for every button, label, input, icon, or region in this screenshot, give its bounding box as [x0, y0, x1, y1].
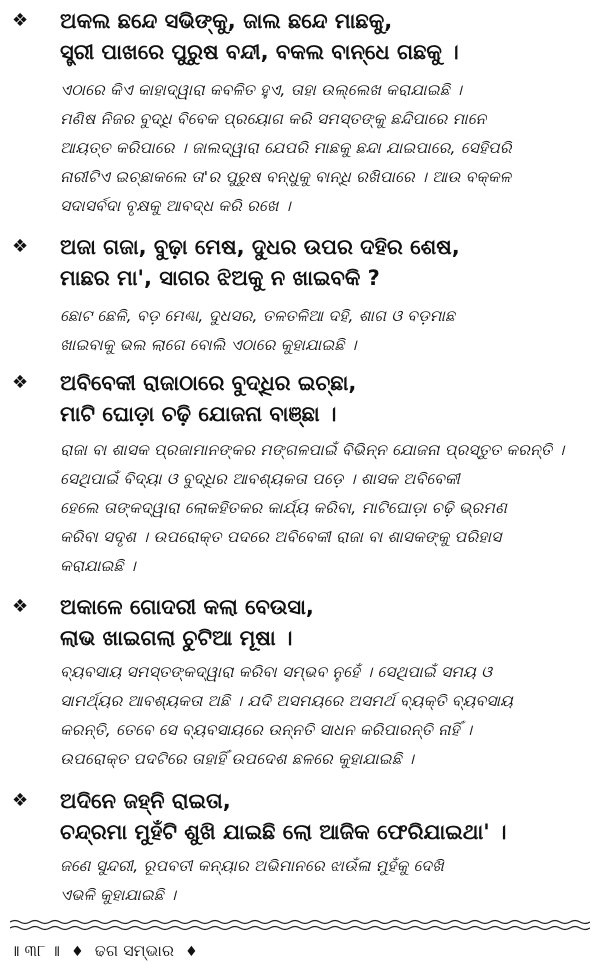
verse-line: ଚନ୍ଦ୍ରମା ମୁହଁଟି ଶୁଖି ଯାଇଛି ଲୋ ଆଜିକ ଫେରିଯାଇଥା' । — [60, 820, 507, 844]
explanation-line: ଖାଇବାକୁ ଭଲ ଲାଗେ ବୋଲି ଏଠାରେ କୁହାଯାଇଛି । — [60, 336, 357, 354]
verse-line: ଅବିବେକୀ ରାଜାଠାରେ ବୁଦ୍ଧିର ଇଚ୍ଛା, — [60, 371, 357, 395]
diamond-icon: ♦ — [71, 944, 84, 960]
verse-line: ଅକଲ ଛନ୍ଦେ ସଭିଙ୍କୁ, ଜାଲ ଛନ୍ଦେ ମାଛକୁ, — [60, 9, 393, 33]
diamond-icon: ♦ — [185, 944, 198, 960]
verse-line: ଅଜା ଗଜା, ବୁଢ଼ା ମେଷ, ଦୁଧର ଉପର ଦହିର ଶେଷ, — [60, 235, 460, 259]
explanation-line: ଉପରୋକ୍ତ ପଦଟିରେ ତାହାହିଁ ଉପଦେଶ ଛଳରେ କୁହାଯାଇଛି । — [60, 750, 415, 768]
verse — [60, 6, 590, 68]
explanation-line: ସାମର୍ଥ୍ୟର ଆବଶ୍ୟକତା ଅଛି । ଯଦି ଅସମୟରେ ଅସମର୍ଥ ବ୍ୟକ୍ତି ବ୍ୟବସାୟ — [60, 692, 514, 710]
bullet-icon: ❖ — [12, 790, 29, 811]
verse — [60, 232, 590, 294]
verse-line: ଅଦିନେ ଜହ୍ନି ରାଇତା, — [60, 789, 231, 813]
explanation — [60, 436, 585, 581]
explanation — [60, 852, 585, 910]
verse — [60, 786, 590, 848]
bullet-icon: ❖ — [12, 372, 29, 393]
explanation — [60, 658, 585, 774]
explanation-line: ଏଠାରେ କିଏ କାହାଦ୍ୱାରା କବଳିତ ହୁଏ, ତାହା ଉଲ୍ଲେଖ କରାଯାଇଛି । — [60, 81, 463, 99]
explanation-line: ହେଲେ ତାଙ୍କଦ୍ୱାରା ଲୋକହିତକର କାର୍ଯ୍ୟ କରିବା, ମାଟିଘୋଡ଼ା ଚଢ଼ି ଭ୍ରମଣ — [60, 499, 507, 517]
book-title: ଢଗ ସମ୍ଭାର — [94, 941, 174, 960]
verse-line: ଲାଭ ଖାଇଗଲା ଚୁଟିଆ ମୂଷା । — [60, 626, 293, 650]
bullet-icon: ❖ — [12, 596, 29, 617]
verse-line: ସ୍ତ୍ରୀ ପାଖରେ ପୁରୁଷ ବନ୍ଦୀ, ବକଲ ବାନ୍ଧେ ଗଛକୁ । — [60, 40, 459, 64]
explanation-line: ମଣିଷ ନିଜର ବୁଦ୍ଧି ବିବେକ ପ୍ରୟୋଗ କରି ସମସ୍ତଙ୍କୁ ଛନ୍ଦିପାରେ ମାନେ — [60, 110, 487, 128]
verse-line: ମାଛର ମା', ସାଗର ଝିଅକୁ ନ ଖାଇବକି ? — [60, 266, 380, 290]
explanation-line: ଛୋଟ ଛେଳି, ବଡ଼ ମେଣ୍ଢା, ଦୁଧସର, ତଳତଳିଆ ଦହି, ଶାଗ ଓ ବଡ଼ମାଛ — [60, 307, 456, 325]
explanation-line: ଜଣେ ସୁନ୍ଦରୀ, ରୂପବତୀ କନ୍ୟାର ଅଭିମାନରେ ଝାଉଁଳା ମୁହଁକୁ ଦେଖି — [60, 857, 444, 875]
explanation-line: ଆୟତ୍ତ କରିପାରେ । ଜାଲଦ୍ୱାରା ଯେପରି ମାଛକୁ ଛନ୍ଦା ଯାଇପାରେ, ସେହିପରି — [60, 139, 512, 157]
explanation — [60, 302, 585, 360]
wavy-divider — [10, 918, 590, 932]
explanation-line: ସେଥିପାଇଁ ବିଦ୍ୟା ଓ ବୁଦ୍ଧିର ଆବଶ୍ୟକତା ପଡ଼େ । ଶାସକ ଅବିବେକୀ — [60, 470, 460, 488]
explanation-line: କରାଯାଇଛି । — [60, 557, 136, 575]
bullet-icon: ❖ — [12, 10, 29, 31]
verse-line: ଅକାଳେ ଗୋଦରୀ କଲା ବେଉସା, — [60, 595, 314, 619]
bullet-icon: ❖ — [12, 236, 29, 257]
explanation — [60, 76, 585, 221]
explanation-line: ରାଜା ବା ଶାସକ ପ୍ରଜାମାନଙ୍କର ମଙ୍ଗଳପାଇଁ ବିଭିନ୍ନ ଯୋଜନା ପ୍ରସ୍ତୁତ କରନ୍ତି । — [60, 441, 565, 459]
page-footer — [10, 940, 204, 963]
explanation-line: କରନ୍ତି, ତେବେ ସେ ବ୍ୟବସାୟରେ ଉନ୍ନତି ସାଧନ କରିପାରନ୍ତି ନାହିଁ । — [60, 721, 473, 739]
explanation-line: ଏଭଳି କୁହାଯାଇଛି । — [60, 886, 177, 904]
verse — [60, 368, 590, 430]
verse — [60, 592, 590, 654]
explanation-line: ସଦାସର୍ବଦା ବୃକ୍ଷକୁ ଆବଦ୍ଧ କରି ରଖେ । — [60, 197, 291, 215]
page-number: ॥ ୩୮ ॥ — [10, 941, 61, 960]
verse-line: ମାଟି ଘୋଡ଼ା ଚଢ଼ି ଯୋଜନା ବାଞ୍ଛା । — [60, 402, 337, 426]
explanation-line: ନାରୀଟିଏ ଇଚ୍ଛାକଲେ ତା'ର ପୁରୁଷ ବନ୍ଧୁକୁ ବାନ୍ଧି ରଖିପାରେ । ଆଉ ବକ୍‌କଳ — [60, 168, 512, 186]
explanation-line: କରିବା ସଦୃଶ । ଉପରୋକ୍ତ ପଦରେ ଅବିବେକୀ ରାଜା ବା ଶାସକଙ୍କୁ ପରିହାସ — [60, 528, 502, 546]
explanation-line: ବ୍ୟବସାୟ ସମସ୍ତଙ୍କଦ୍ୱାରା କରିବା ସମ୍ଭବ ନୁହେଁ । ସେଥିପାଇଁ ସମୟ ଓ — [60, 663, 493, 681]
